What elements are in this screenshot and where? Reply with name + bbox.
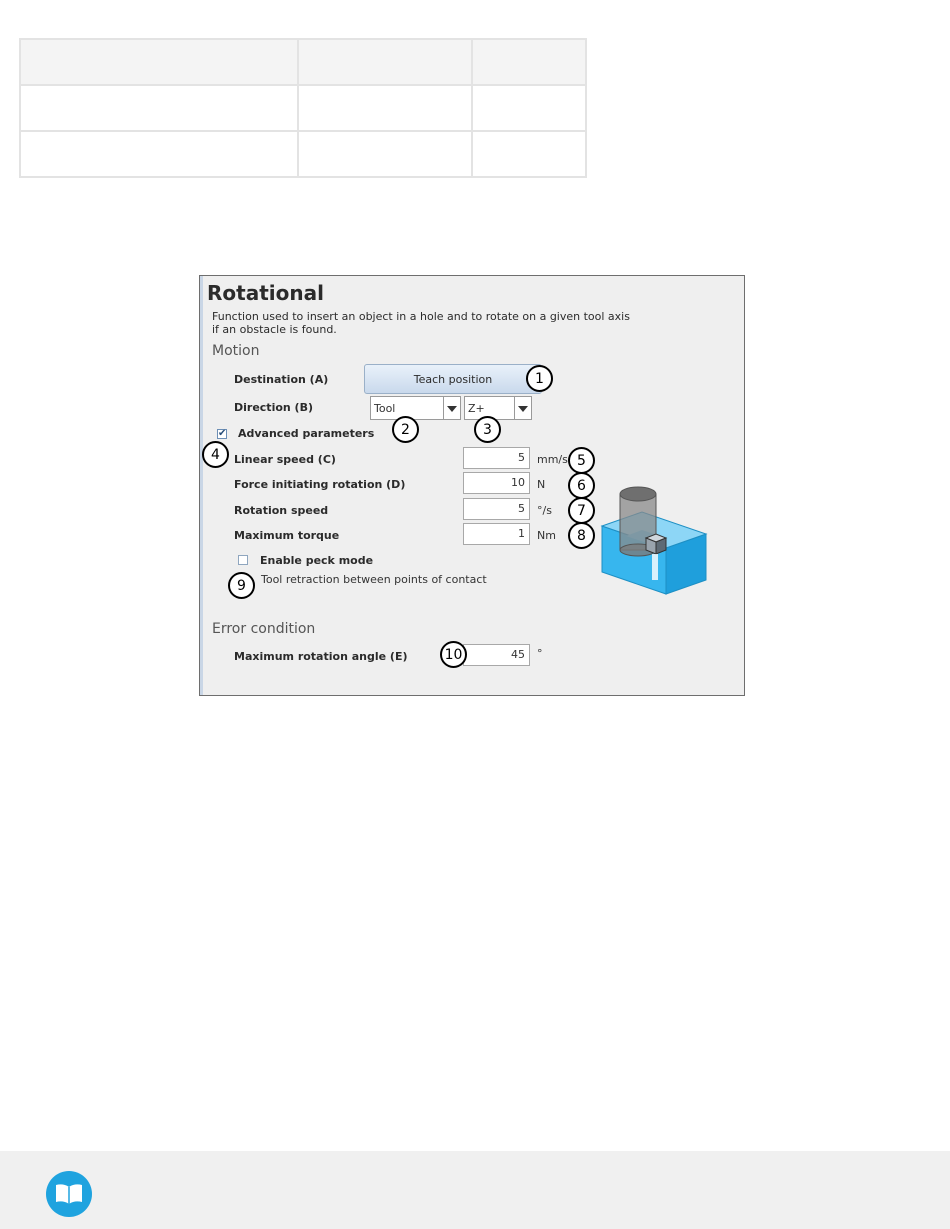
linear-speed-label: Linear speed (C) bbox=[234, 453, 336, 466]
chevron-down-icon bbox=[518, 406, 528, 412]
max-torque-label: Maximum torque bbox=[234, 529, 340, 542]
callout-2: 2 bbox=[392, 416, 419, 443]
force-label: Force initiating rotation (D) bbox=[234, 478, 406, 491]
direction-axis-dropdown[interactable]: Z+ bbox=[464, 396, 532, 420]
direction-frame-dropdown[interactable]: Tool bbox=[370, 396, 461, 420]
insertion-illustration bbox=[596, 482, 708, 598]
page-footer bbox=[0, 1151, 950, 1229]
empty-table bbox=[19, 38, 587, 178]
linear-speed-unit: mm/s bbox=[537, 453, 568, 466]
max-rotation-angle-label: Maximum rotation angle (E) bbox=[234, 650, 408, 663]
peck-mode-label: Enable peck mode bbox=[260, 554, 374, 567]
table-row bbox=[20, 85, 586, 131]
rotation-speed-unit: °/s bbox=[537, 504, 552, 517]
teach-position-button[interactable]: Teach position bbox=[364, 364, 542, 394]
force-field[interactable]: 10 bbox=[463, 472, 530, 494]
max-rotation-angle-unit: ° bbox=[537, 647, 543, 660]
callout-1: 1 bbox=[526, 365, 553, 392]
callout-3: 3 bbox=[474, 416, 501, 443]
table-row bbox=[20, 39, 586, 85]
motion-heading: Motion bbox=[212, 343, 260, 359]
callout-4: 4 bbox=[202, 441, 229, 468]
callout-6: 6 bbox=[568, 472, 595, 499]
linear-speed-field[interactable]: 5 bbox=[463, 447, 530, 469]
force-unit: N bbox=[537, 478, 546, 491]
advanced-parameters-checkbox[interactable]: ✔ bbox=[218, 428, 227, 439]
panel-edge bbox=[200, 276, 203, 695]
peck-mode-description: Tool retraction between points of contact bbox=[261, 573, 487, 586]
panel-description: Function used to insert an object in a hole and to rotate on a given tool axis if an obstacle is found. bbox=[212, 310, 630, 336]
max-rotation-angle-field[interactable]: 45 bbox=[463, 644, 530, 666]
table-row bbox=[20, 131, 586, 177]
open-book-icon bbox=[46, 1171, 92, 1217]
callout-9: 9 bbox=[228, 572, 255, 599]
callout-8: 8 bbox=[568, 522, 595, 549]
destination-label: Destination (A) bbox=[234, 373, 329, 386]
rotation-speed-field[interactable]: 5 bbox=[463, 498, 530, 520]
advanced-parameters-label: Advanced parameters bbox=[238, 427, 375, 440]
peck-mode-checkbox[interactable] bbox=[238, 555, 248, 565]
chevron-down-icon bbox=[447, 406, 457, 412]
panel-title: Rotational bbox=[207, 281, 324, 305]
rotational-panel bbox=[199, 275, 745, 696]
direction-label: Direction (B) bbox=[234, 401, 313, 414]
callout-5: 5 bbox=[568, 447, 595, 474]
callout-10: 10 bbox=[440, 641, 467, 668]
callout-7: 7 bbox=[568, 497, 595, 524]
rotation-speed-label: Rotation speed bbox=[234, 504, 329, 517]
max-torque-field[interactable]: 1 bbox=[463, 523, 530, 545]
error-condition-heading: Error condition bbox=[212, 621, 316, 637]
max-torque-unit: Nm bbox=[537, 529, 556, 542]
